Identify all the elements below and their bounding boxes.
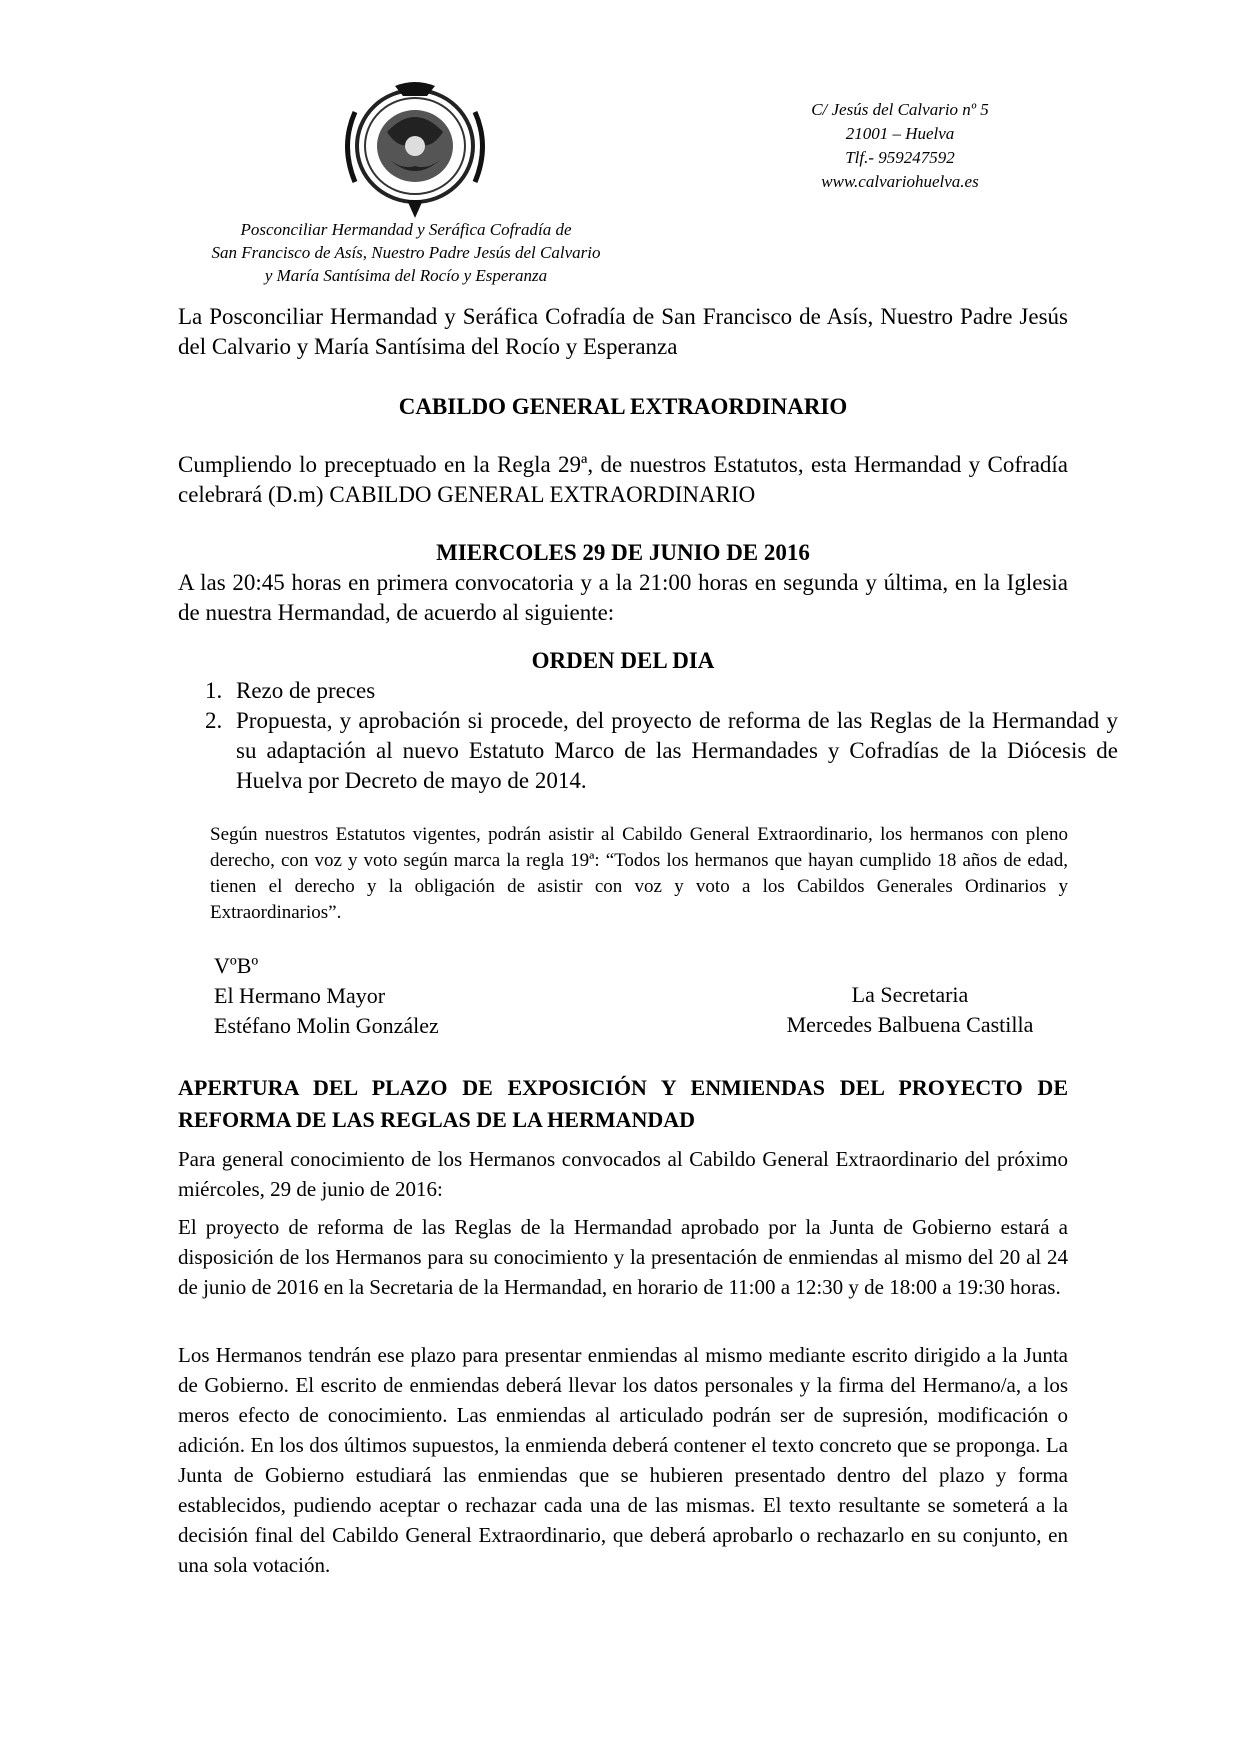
agenda-item: 1. Rezo de preces [228, 676, 1118, 706]
address-block [800, 98, 1000, 194]
caption-line: y María Santísima del Rocío y Esperanza [264, 266, 548, 285]
address-street: C/ Jesús del Calvario nº 5 [811, 100, 989, 119]
agenda-list [178, 676, 1118, 796]
brotherhood-crest-logo [335, 82, 495, 220]
intro-paragraph: La Posconciliar Hermandad y Seráfica Cofradía de San Francisco de Asís, Nuestro Padre Jesús del Calvario y María Santísima del Rocío y Esperanza [178, 304, 1068, 359]
section-paragraph: Para general conocimiento de los Hermanos convocados al Cabildo General Extraordinario del próximo miércoles, 29 de junio de 2016: [178, 1147, 1068, 1201]
document-title: CABILDO GENERAL EXTRAORDINARIO [398, 394, 848, 419]
address-postal: 21001 – Huelva [845, 124, 955, 143]
caption-line: San Francisco de Asís, Nuestro Padre Jesús del Calvario [211, 243, 601, 262]
caption-line: Posconciliar Hermandad y Seráfica Cofradía de [240, 220, 572, 239]
agenda-title: ORDEN DEL DIA [531, 648, 715, 673]
approval-mark: VºBº [214, 953, 259, 978]
signature-right [760, 980, 1060, 1040]
brotherhood-caption [196, 218, 616, 287]
statutes-note: Según nuestros Estatutos vigentes, podrán asistir al Cabildo General Extraordinario, los hermanos con pleno derecho, con voz y voto según marca la regla 19ª: “Todos los hermanos que hayan cumplido 18 años de edad, tienen el derecho y la obligación de asistir con voz y voto a los Cabildos Generales Ordinarios y Extraordinarios”. [210, 824, 1068, 923]
section-paragraph: El proyecto de reforma de las Reglas de la Hermandad aprobado por la Junta de Gobierno estará a disposición de los Hermanos para su conocimiento y la presentación de enmiendas al mismo del 20 al 24 de junio de 2016 en la Secretaria de la Hermandad, en horario de 11:00 a 12:30 y de 18:00 a 19:30 horas. [178, 1215, 1068, 1299]
address-website: www.calvariohuelva.es [821, 172, 979, 191]
convocation-paragraph: Cumpliendo lo preceptuado en la Regla 29ª, de nuestros Estatutos, esta Hermandad y Cofradía celebrará (D.m) CABILDO GENERAL EXTRAORDINARIO [178, 452, 1068, 507]
address-phone: Tlf.- 959247592 [845, 148, 955, 167]
agenda-item: 2. Propuesta, y aprobación si procede, del proyecto de reforma de las Reglas de la Hermandad y su adaptación al nuevo Estatuto Marco de las Hermandades y Cofradías de la Diócesis de Huelva por Decreto de mayo de 2014. [228, 706, 1118, 796]
section-paragraph: Los Hermanos tendrán ese plazo para presentar enmiendas al mismo mediante escrito dirigido a la Junta de Gobierno. El escrito de enmiendas deberá llevar los datos personales y la firma del Hermano/a, a los meros efecto de conocimiento. Las enmiendas al articulado podrán ser de supresión, modificación o adición. En los dos últimos supuestos, la enmienda deberá contener el texto concreto que se proponga. La Junta de Gobierno estudiará las enmiendas que se hubieren presentado dentro del plazo y forma establecidos, pudiendo aceptar o rechazar cada una de las mismas. El texto resultante se someterá a la decisión final del Cabildo General Extraordinario, que deberá aprobarlo o rechazarlo en su conjunto, en una sola votación. [178, 1343, 1068, 1577]
signer-name: Mercedes Balbuena Castilla [786, 1012, 1034, 1037]
date-heading: MIERCOLES 29 DE JUNIO DE 2016 [436, 540, 810, 565]
signature-left [214, 951, 439, 1041]
schedule-paragraph: A las 20:45 horas en primera convocatoria y a la 21:00 horas en segunda y última, en la Iglesia de nuestra Hermandad, de acuerdo al siguiente: [178, 570, 1068, 625]
signer-role: La Secretaria [851, 982, 969, 1007]
section-title: APERTURA DEL PLAZO DE EXPOSICIÓN Y ENMIENDAS DEL PROYECTO DE REFORMA DE LAS REGLAS DE LA HERMANDAD [178, 1075, 1068, 1132]
signer-name: Estéfano Molin González [214, 1013, 439, 1038]
signer-role: El Hermano Mayor [214, 983, 386, 1008]
